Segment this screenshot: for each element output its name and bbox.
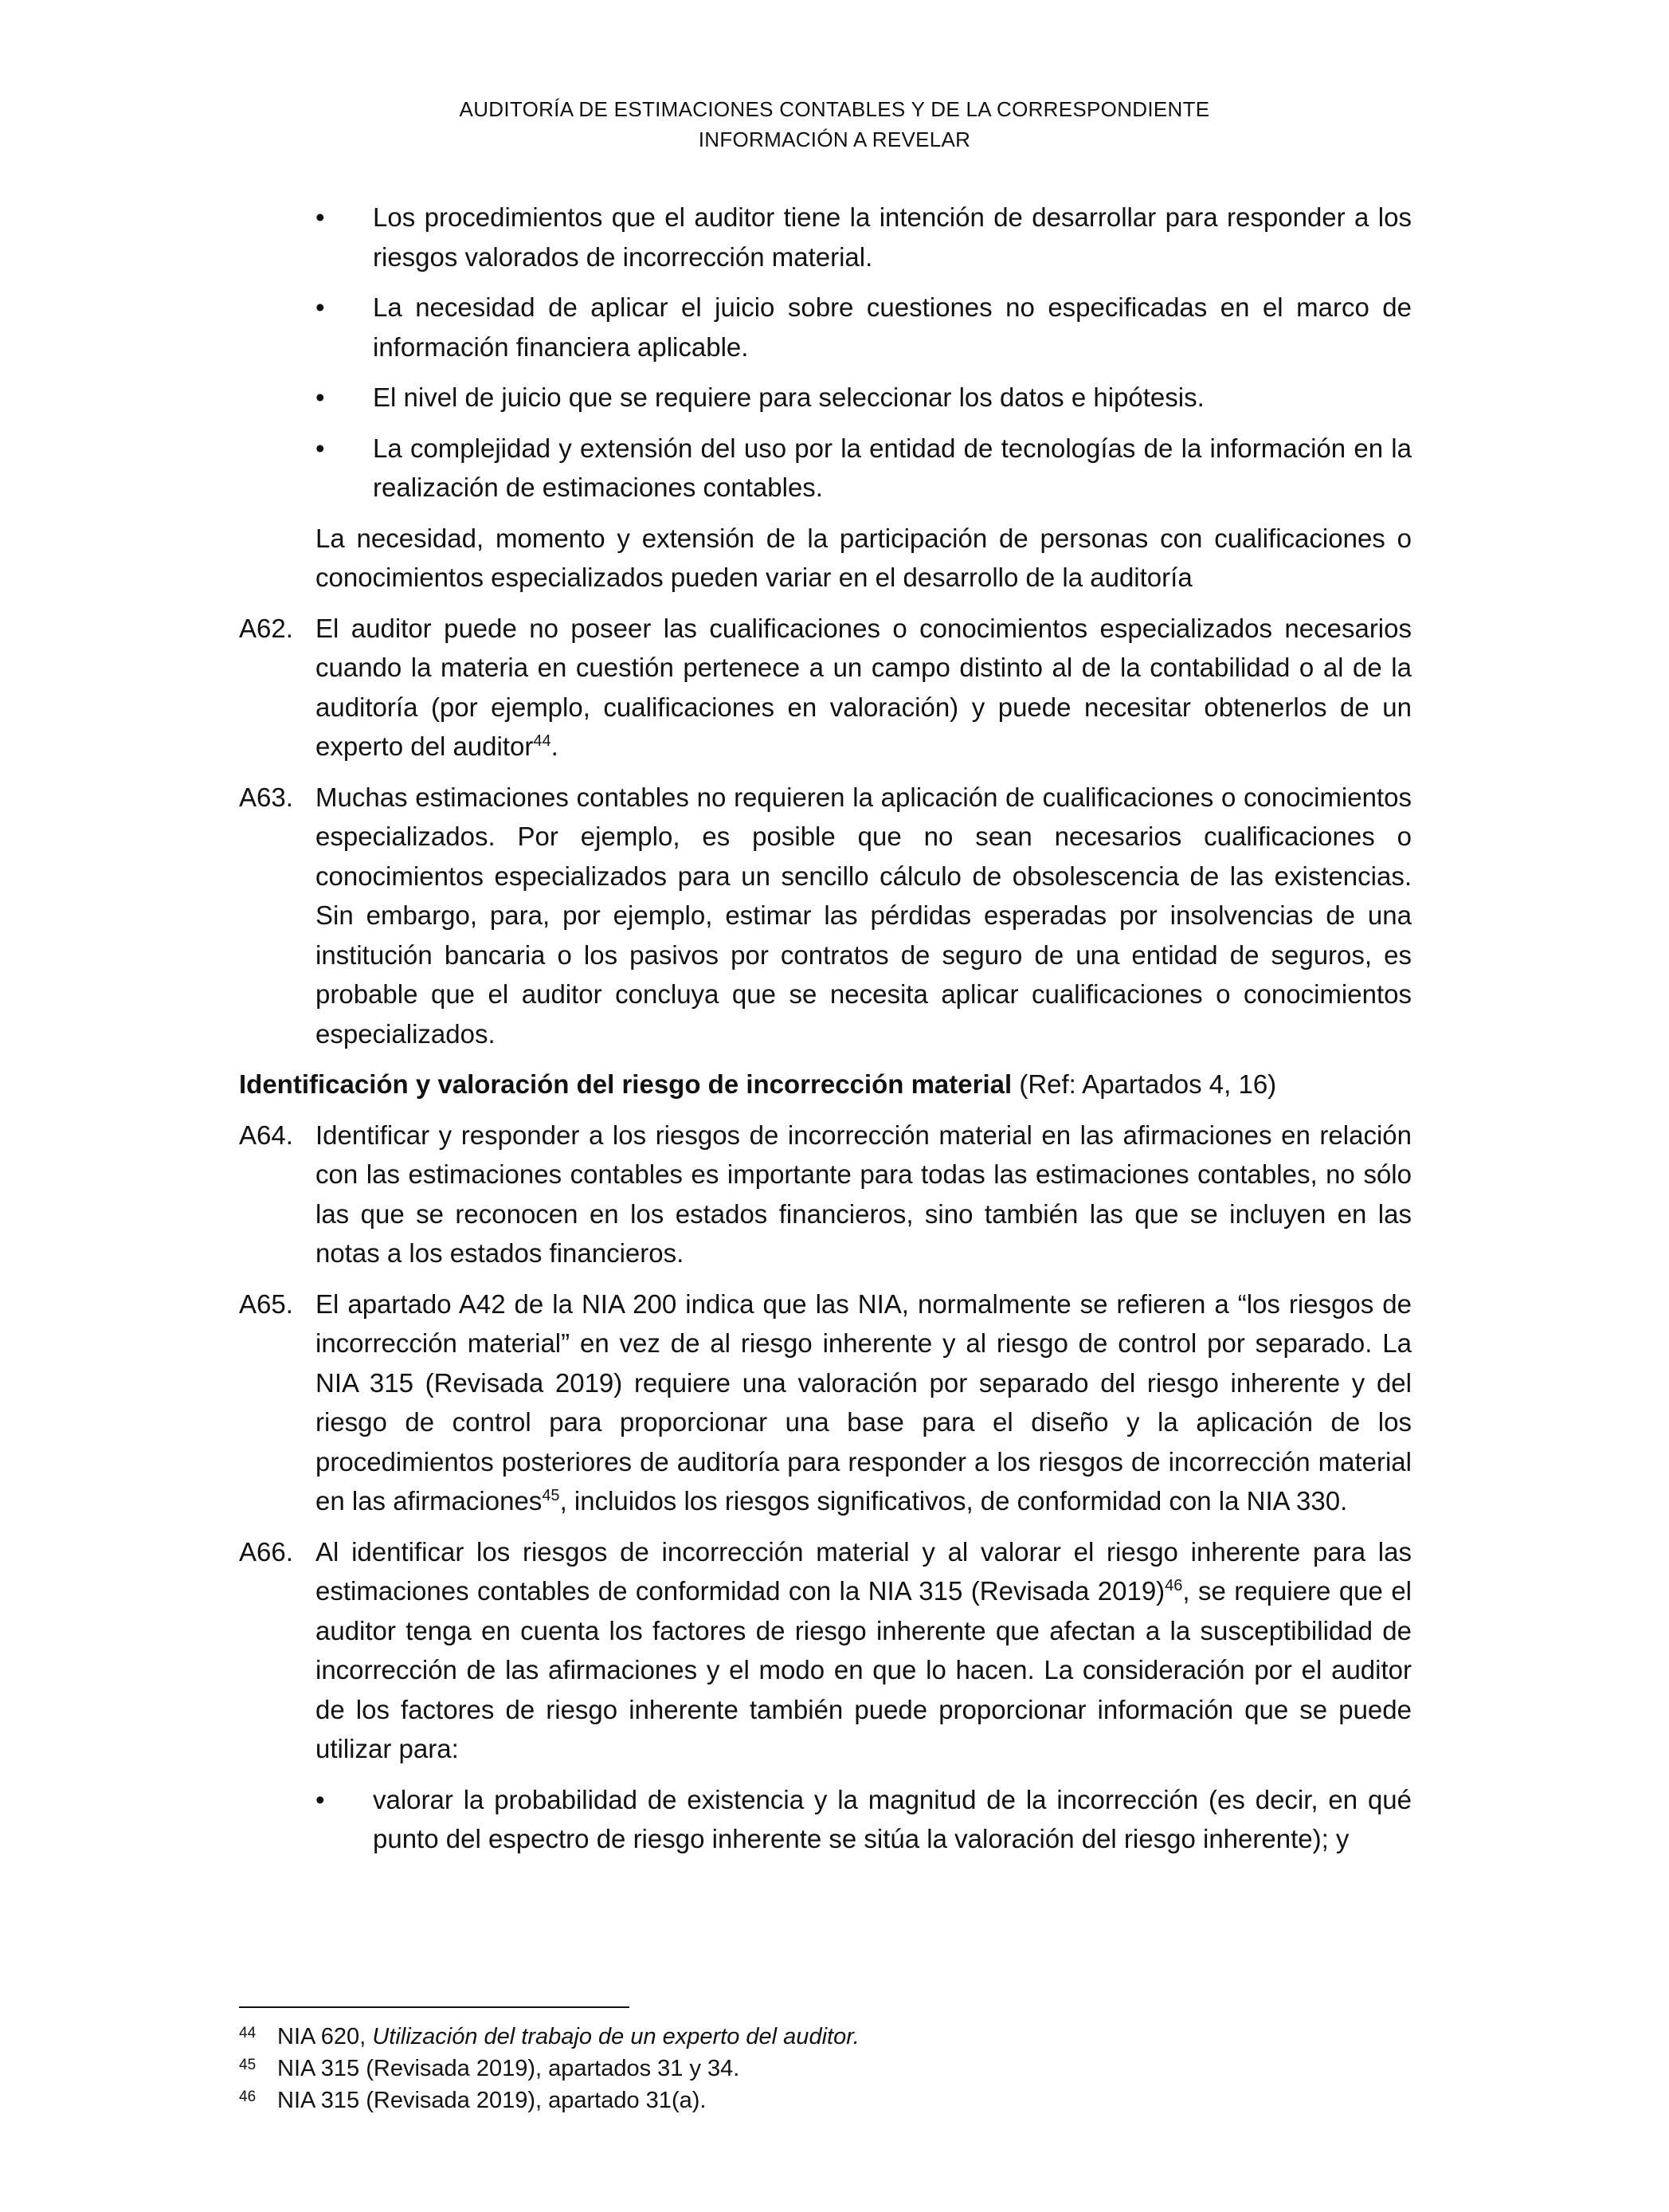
bullet-text: La necesidad de aplicar el juicio sobre cuestiones no especificadas en el marco de información financiera aplicable. <box>373 292 1412 362</box>
header-line-1: AUDITORÍA DE ESTIMACIONES CONTABLES Y DE LA CORRESPONDIENTE <box>459 97 1210 121</box>
bullet-text: valorar la probabilidad de existencia y la magnitud de la incorrección (es decir, en qué punto del espectro de riesgo inherente se sitúa la valoración del riesgo inherente); y <box>373 1784 1412 1853</box>
footnote-ref-45[interactable]: 45 <box>542 1487 560 1504</box>
bullet-symbol: • <box>315 382 325 412</box>
footnote-number: 44 <box>239 2025 257 2041</box>
subheading: La necesidad, momento y extensión de la participación de personas con cualificaciones o conocimientos especializados pueden variar en el desarrollo de la auditoría <box>315 523 1412 592</box>
paragraph-text: El apartado A42 de la NIA 200 indica que las NIA, normalmente se refieren a “los riesgos de incorrección material” en vez de al riesgo inherente y al riesgo de control por separado. La NIA 315 (Revisada 2019) requiere una valoración por separado del riesgo inherente y del riesgo de control para proporcionar una base para el diseño y la aplicación de los procedimientos posteriores de auditoría para responder a los riesgos de incorrección material en las afirmaciones <box>315 1288 1412 1516</box>
footnote-46 <box>239 2085 1412 2116</box>
bullet-item <box>315 288 1412 367</box>
bullet-item <box>315 378 1412 418</box>
paragraph-a64 <box>239 1116 1412 1273</box>
bullet-item <box>315 1780 1412 1859</box>
bullet-item <box>315 429 1412 508</box>
section-heading <box>239 1065 1412 1104</box>
paragraph-text-cont: , incluidos los riesgos significativos, de conformidad con la NIA 330. <box>559 1486 1348 1516</box>
bullet-text: La complejidad y extensión del uso por la entidad de tecnologías de la información en la realización de estimaciones contables. <box>373 433 1412 502</box>
paragraph-number: A65. <box>239 1288 293 1319</box>
footnote-44 <box>239 2021 1412 2053</box>
paragraph-number: A62. <box>239 613 293 643</box>
footnote-45 <box>239 2053 1412 2085</box>
paragraph-a62 <box>239 609 1412 767</box>
bullet-text: El nivel de juicio que se requiere para seleccionar los datos e hipótesis. <box>373 382 1205 412</box>
page-header <box>0 94 1669 155</box>
bullet-symbol: • <box>315 292 325 322</box>
bullet-item <box>315 198 1412 276</box>
footnote-text: NIA 315 (Revisada 2019), apartados 31 y 34. <box>277 2056 740 2081</box>
footnotes <box>239 2021 1412 2116</box>
paragraph-number: A64. <box>239 1120 293 1150</box>
bullet-symbol: • <box>315 202 325 232</box>
footnote-number: 46 <box>239 2088 257 2105</box>
footnote-ref-44[interactable]: 44 <box>533 732 551 750</box>
section-heading-ref: (Ref: Apartados 4, 16) <box>1012 1069 1277 1099</box>
paragraph-a66 <box>239 1532 1412 1769</box>
paragraph-text: El auditor puede no poseer las cualificaciones o conocimientos especializados necesarios cuando la materia en cuestión pertenece a un campo distinto al de la contabilidad o al de la auditoría (por ejemplo, cualificaciones en valoración) y puede necesitar obtenerlos de un experto del auditor <box>315 613 1412 761</box>
footnote-separator <box>239 2006 629 2008</box>
paragraph-text: Identificar y responder a los riesgos de incorrección material en las afirmaciones en relación con las estimaciones contables es importante para todas las estimaciones contables, no sólo las que se reconocen en los estados financieros, sino también las que se incluyen en las notas a los estados financieros. <box>315 1120 1412 1268</box>
bullet-symbol: • <box>315 1784 325 1814</box>
footnote-number: 45 <box>239 2057 257 2073</box>
paragraph-tail: . <box>550 731 558 761</box>
footnote-text: NIA 315 (Revisada 2019), apartado 31(a). <box>277 2088 707 2113</box>
paragraph-a63 <box>239 778 1412 1054</box>
paragraph-text: Muchas estimaciones contables no requieren la aplicación de cualificaciones o conocimientos especializados. Por ejemplo, es posible que no sean necesarios cualificaciones o conocimientos especializados para un sencillo cálculo de obsolescencia de las existencias. Sin embargo, para, por ejemplo, estimar las pérdidas esperadas por insolvencias de una institución bancaria o los pasivos por contratos de seguro de una entidad de seguros, es probable que el auditor concluya que se necesita aplicar cualificaciones o conocimientos especializados. <box>315 782 1412 1049</box>
footnote-title: Utilización del trabajo de un experto del auditor. <box>372 2024 860 2049</box>
footnote-text: NIA 620, <box>277 2024 373 2049</box>
paragraph-a65 <box>239 1284 1412 1521</box>
header-line-2: INFORMACIÓN A REVELAR <box>698 127 971 151</box>
bullet-text: Los procedimientos que el auditor tiene la intención de desarrollar para responder a los riesgos valorados de incorrección material. <box>373 202 1412 272</box>
document-body <box>239 198 1412 1870</box>
bullet-symbol: • <box>315 433 325 463</box>
paragraph-text: Al identificar los riesgos de incorrección material y al valorar el riesgo inherente para las estimaciones contables de conformidad con la NIA 315 (Revisada 2019) <box>315 1536 1412 1606</box>
paragraph-text-cont: , se requiere que el auditor tenga en cuenta los factores de riesgo inherente que afectan a la susceptibilidad de incorrección de las afirmaciones y el modo en que lo hacen. La consideración por el auditor de los factores de riesgo inherente también puede proporcionar información que se puede utilizar para: <box>315 1576 1412 1763</box>
paragraph-number: A63. <box>239 782 293 812</box>
section-heading-title: Identificación y valoración del riesgo de incorrección material <box>239 1069 1013 1099</box>
footnote-ref-46[interactable]: 46 <box>1165 1577 1183 1594</box>
paragraph-number: A66. <box>239 1536 293 1567</box>
